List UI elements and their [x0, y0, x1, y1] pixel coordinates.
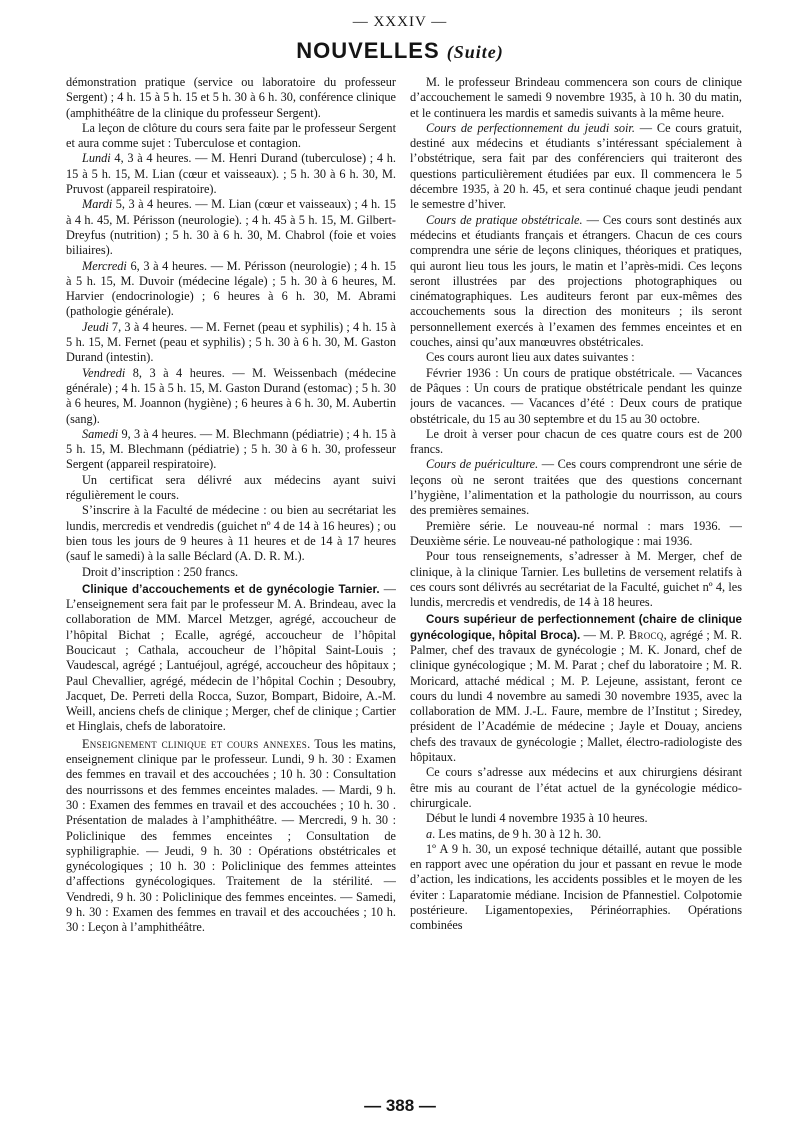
paragraph	[410, 811, 742, 826]
paragraph	[410, 842, 742, 934]
text-run: Première série. Le nouveau-né normal : mars 1936. — Deuxième série. Le nouveau-né pathologique : mai 1936.	[410, 518, 742, 548]
text-run: Ces cours auront lieu aux dates suivantes :	[426, 350, 635, 365]
text-run: , agrégé ; M. R. Palmer, chef des travaux de gynécologie ; M. K. Jonard, chef de clinique gynécologique ; M. M. Parat ; chef du laboratoire ; M. R. Moricard, attaché médical ; M. P. Lejeune, assistant, feront ce cours du lundi 4 novembre au samedi 30 novembre 1935, avec la collaboration de MM. J.-L. Faure, membre de l’Institut ; Siredey, président de l’Académie de médecine ; Jayle et Douay, anciens chefs des travaux de gynécologie ; Mallet, électro-radiologiste des hôpitaux.	[410, 627, 742, 765]
text-run: — M. P.	[580, 627, 629, 642]
italic-text: Cours de pratique obstétricale.	[426, 212, 583, 227]
text-run: — L’enseignement sera fait par le professeur M. A. Brindeau, avec la collaboration de MM. Marcel Metzger, agrégé, accoucheur de l’hôpital Bichat ; Ecalle, agrégé, accoucheur de l’hôpital Boucicaut ; Cathala, accoucheur de l’hôpital Saint-Louis ; Vaudescal, agrégé ; Lantuéjoul, agrégé, accoucheur des hôpitaux ; Paul Chevallier, agrégé, médecin de l’hôpital Cochin ; Desoubry, Jacquet, De. Perreti della Rocca, Suzor, Bompart, Bidoire, A.-M. Weill, anciens chefs de clinique ; Merger, chef de clinique ; Cartier et Hinglais, chefs de laboratoire.	[66, 581, 396, 734]
text-run: Le droit à verser pour chacun de ces quatre cours est de 200 francs.	[410, 426, 742, 457]
paragraph	[410, 549, 742, 610]
paragraph	[66, 582, 396, 735]
right-column	[410, 75, 742, 1095]
text-run: Tous les matins, enseignement clinique par le professeur. Lundi, 9 h. 30 : Examen des femmes en travail et des accouchées ; 10 h. 30 : Consultation des nourrissons et des femmes enceintes malades. — Mardi, 9 h. 30 : Examen des femmes en travail et des accouchées ; 10 h. 30 . Présentation de malades à l’amphithéâtre. — Mercredi, 9 h. 30 : Policlinique des femmes enceintes ; Consultation de syphiligraphie. — Jeudi, 9 h. 30 : Opérations obstétricales et gynécologiques ; 10 h. 30 : Policlinique des femmes atteintes d’affections gynécologiques. Traitement de la stérilité. — Vendredi, 9 h. 30 : Policlinique des femmes enceintes. — Samedi, 9 h. 30 : Examen des femmes en travail et des accouchées ; 10 h. 30 : Leçon à l’amphithéâtre.	[66, 736, 396, 935]
left-column	[66, 75, 396, 1095]
page-number: — 388 —	[364, 1096, 436, 1115]
text-run: Février 1936 : Un cours de pratique obstétricale. — Vacances de Pâques : Un cours de pratique obstétricale pendant les quinze jours de vacances. — Vacances d’été : Deux cours de pratique obstétricale, du 15 au 30 septembre et du 15 au 30 octobre.	[410, 365, 742, 426]
italic-text: a	[426, 826, 433, 841]
text-run: 4, 3 à 4 heures. — M. Henri Durand (tuberculose) ; 4 h. 15 à 5 h. 15, M. Lian (cœur et vaisseaux). ; 5 h. 30 à 6 h. 30, M. Pruvost (appareil respiratoire).	[66, 151, 396, 197]
text-run: 6, 3 à 4 heures. — M. Périsson (neurologie) ; 4 h. 15 à 5 h. 15, M. Duvoir (médecine légale) ; 5 h. 30 à 6 heures, M. Harvier (endocrinologie) ; 6 heures à 6 h. 30, M. Abrami (pathologie générale).	[66, 258, 396, 319]
text-run: 8, 3 à 4 heures. — M. Weissenbach (médecine générale) ; 4 h. 15 à 5 h. 15, M. Gaston Durand (estomac) ; 5 h. 30 à 6 heures, M. Joannon (hygiène) ; 6 heures à 6 h. 30, M. Aubertin (sang).	[66, 365, 396, 426]
text-run: . Les matins, de 9 h. 30 à 12 h. 30.	[432, 826, 602, 841]
italic-text: Vendredi	[82, 365, 126, 380]
text-run: — Ce cours gratuit, destiné aux médecins et étudiants s’intéressant spécialement à l’obstétrique, sera fait par des conférenciers qui traiteront des questions particulièrement étudiées par eux. Il commencera le 5 décembre 1935, à 20 h. 45, et sera continué chaque jeudi pendant le semestre d’hiver.	[410, 120, 742, 212]
paragraph	[66, 737, 396, 936]
paragraph	[66, 259, 396, 320]
paragraph	[66, 121, 396, 152]
italic-text: Cours de puériculture.	[426, 457, 539, 472]
text-run: Droit d’inscription : 250 francs.	[82, 564, 239, 579]
text-run: 5, 3 à 4 heures. — M. Lian (cœur et vaisseaux) ; 4 h. 15 à 4 h. 45, M. Périsson (neurologie). ; 4 h. 45 à 5 h. 15, M. Gilbert-Dreyfus (nutrition) ; 5 h. 30 à 6 h. 30, M. Chabrol (foie et voies biliaires).	[66, 197, 396, 258]
italic-text: Lundi	[82, 151, 111, 166]
text-run: Un certificat sera délivré aux médecins ayant suivi régulièrement le cours.	[66, 472, 396, 503]
paragraph	[410, 121, 742, 213]
paragraph	[66, 75, 396, 121]
paragraph	[66, 320, 396, 366]
paragraph	[410, 519, 742, 550]
text-run: 9, 3 à 4 heures. — M. Blechmann (pédiatrie) ; 4 h. 15 à 5 h. 15, M. Blechmann (pédiatrie) ; 5 h. 30 à 6 h. 30, professeur Sergent (appareil respiratoire).	[66, 426, 396, 472]
section-number: — XXXIV —	[352, 14, 448, 30]
small-caps-text: Enseignement clinique et cours annexes.	[82, 736, 311, 751]
section-heading: Clinique d’accouchements et de gynécologie Tarnier.	[82, 582, 380, 596]
paragraph	[410, 366, 742, 427]
text-run: Pour tous renseignements, s’adresser à M. Merger, chef de clinique, à la clinique Tarnier. Les bulletins de versement relatifs à ces cours sont délivrés au secrétariat de la Faculté, guichet nº 4, les lundis, mercredis et vendredis, de 14 à 18 heures.	[410, 549, 742, 610]
paragraph	[410, 612, 742, 765]
paragraph	[66, 473, 396, 504]
text-run: Début le lundi 4 novembre 1935 à 10 heures.	[426, 811, 648, 826]
paragraph	[66, 151, 396, 197]
text-run: démonstration pratique (service ou laboratoire du professeur Sergent) ; 4 h. 15 à 5 h. 15 et 5 h. 30 à 6 h. 30, conférence clinique (amphithéâtre de la clinique du professeur Sergent).	[66, 75, 396, 120]
section-heading: Cours supérieur de perfectionnement (chaire de clinique gynécologique, hôpital Broca).	[410, 613, 742, 642]
text-run: 7, 3 à 4 heures. — M. Fernet (peau et syphilis) ; 4 h. 15 à 5 h. 15, M. Fernet (peau et syphilis) ; 5 h. 30 à 6 h. 30, M. Gaston Durand (intestin).	[66, 319, 396, 365]
paragraph	[410, 457, 742, 518]
paragraph	[66, 197, 396, 258]
text-run: S’inscrire à la Faculté de médecine : ou bien au secrétariat les lundis, mercredis et vendredis (guichet nº 4 de 14 à 16 heures) ; ou bien tous les jours de 9 heures à 11 heures et de 14 à 17 heures (sauf le samedi) à la salle Béclard (A. D. R. M.).	[66, 503, 396, 564]
text-run: La leçon de clôture du cours sera faite par le professeur Sergent et aura comme sujet : Tuberculose et contagion.	[66, 120, 396, 151]
paragraph	[410, 213, 742, 351]
paragraph	[410, 765, 742, 811]
paragraph	[410, 827, 742, 842]
page-title	[0, 38, 800, 64]
title-suffix: (Suite)	[446, 42, 504, 62]
italic-text: Mercredi	[82, 258, 127, 273]
paragraph	[410, 75, 742, 121]
italic-text: Jeudi	[82, 319, 109, 334]
paragraph	[410, 350, 742, 365]
title-text: NOUVELLES	[296, 38, 440, 63]
text-run: 1º A 9 h. 30, un exposé technique détaillé, autant que possible en rapport avec une opération du jour et passant en revue le mode d’action, les indications, les accidents possibles et le moyen de les éviter : Laparatomie médiane. Incision de Pfannestiel. Colpotomie postérieure. Ligamentopexies, Périnéorraphies. Opérations combinées	[410, 841, 742, 933]
paragraph	[66, 366, 396, 427]
text-run: Ce cours s’adresse aux médecins et aux chirurgiens désirant être mis au courant de l’état actuel de la gynécologie médico-chirurgicale.	[410, 765, 742, 810]
paragraph	[410, 427, 742, 458]
text-run: M. le professeur Brindeau commencera son cours de clinique d’accouchement le samedi 9 novembre 1935, à 10 h. 30 du matin, et le continuera les mardis et samedis suivants à la même heure.	[410, 75, 742, 120]
text-run: — Ces cours sont destinés aux médecins et étudiants français et étrangers. Chacun de ces cours comprendra une série de leçons cliniques, théoriques et pratiques, qui auront lieu tous les jours, le matin et l’après-midi. Ces leçons seront illustrées par des projections photographiques ou cinématographiques. Les auditeurs feront par eux-mêmes des accouchements sous la direction des moniteurs ; ils seront personnellement exercés à l’examen des femmes enceintes et en couches, ainsi qu’aux manœuvres obstétricales.	[410, 212, 742, 350]
paragraph	[66, 503, 396, 564]
italic-text: Samedi	[82, 426, 119, 441]
paragraph	[66, 565, 396, 580]
italic-text: Cours de perfectionnement du jeudi soir.	[426, 120, 635, 135]
paragraph	[66, 427, 396, 473]
text-run: — Ces cours comprendront une série de leçons où ne seront traitées que des questions concernant l’hygiène, l’alimentation et la pathologie du nourrisson, au cours des premières semaines.	[410, 457, 742, 518]
small-caps-text: Brocq	[628, 627, 664, 642]
italic-text: Mardi	[82, 197, 113, 212]
